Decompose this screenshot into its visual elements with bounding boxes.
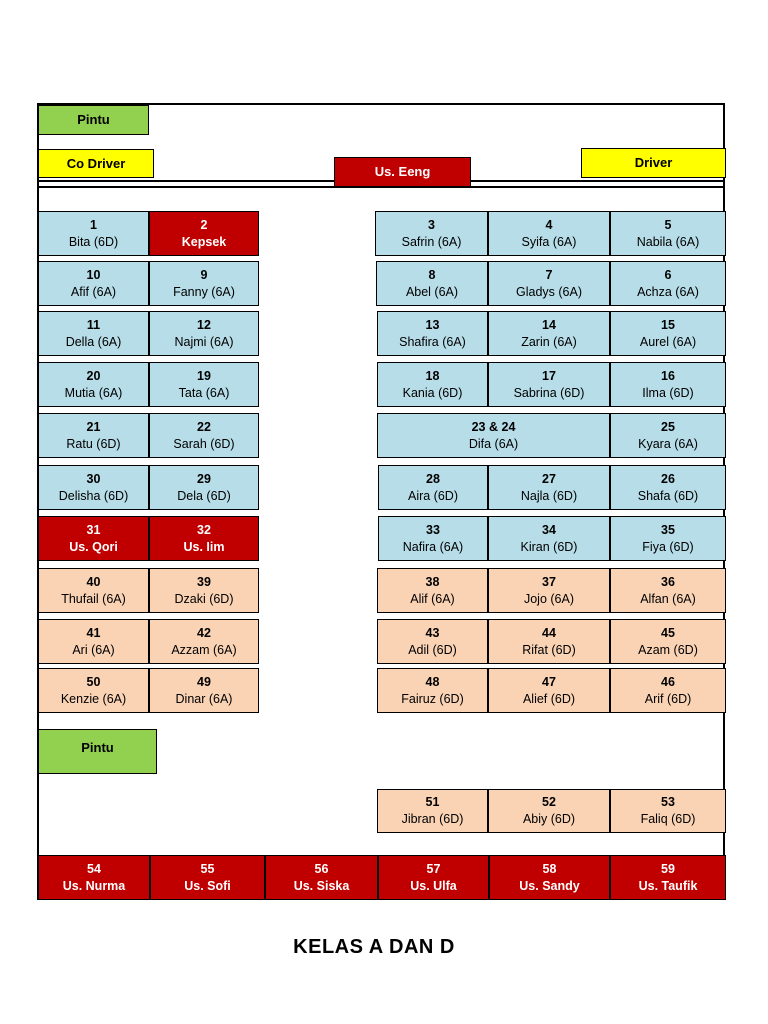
seat-57 bbox=[378, 855, 489, 900]
seat-name: Abiy (6D) bbox=[522, 812, 576, 826]
seat-name: Fairuz (6D) bbox=[401, 691, 464, 706]
seat-name: Azzam (6A) bbox=[171, 642, 237, 657]
seat-32 bbox=[149, 516, 259, 561]
seat-43 bbox=[377, 619, 488, 664]
seat-name: Della (6A) bbox=[65, 334, 122, 349]
seat-44 bbox=[488, 619, 610, 664]
seat-29 bbox=[149, 465, 259, 510]
seat-name: Aurel (6A) bbox=[639, 334, 697, 349]
seat-number: 40 bbox=[86, 574, 101, 589]
seat-number: 51 bbox=[425, 795, 440, 810]
seat-name: Us. Nurma bbox=[62, 878, 126, 893]
seat-30 bbox=[38, 465, 149, 510]
seat-name: Ratu (6D) bbox=[66, 436, 121, 451]
seat-name: Zarin (6A) bbox=[521, 334, 577, 349]
seat-25 bbox=[610, 413, 726, 458]
seat-name: Safrin (6A) bbox=[401, 234, 462, 249]
seat-number: 18 bbox=[425, 368, 440, 383]
seat-number: 36 bbox=[661, 574, 675, 589]
seat-49 bbox=[149, 668, 259, 713]
seat-33 bbox=[378, 516, 488, 561]
seat-34 bbox=[488, 516, 610, 561]
seat-10 bbox=[38, 261, 149, 306]
seat-name: Kania (6D) bbox=[402, 385, 463, 400]
seat-number: 33 bbox=[426, 522, 440, 537]
seat-name: Aira (6D) bbox=[407, 488, 458, 503]
seat-number: 23 & 24 bbox=[471, 419, 516, 434]
seat-12 bbox=[149, 311, 259, 356]
seat-number: 39 bbox=[197, 574, 211, 589]
seat-name: Afif (6A) bbox=[70, 284, 117, 299]
seat-48 bbox=[377, 668, 488, 713]
front-teacher-seat bbox=[334, 157, 471, 187]
seat-name: Us. Taufik bbox=[638, 878, 698, 893]
driver-seat bbox=[581, 148, 726, 178]
seat-number: 49 bbox=[197, 674, 211, 689]
seat-number: 45 bbox=[661, 625, 675, 640]
seat-name: Us. Iim bbox=[183, 539, 225, 554]
front-teacher-label: Us. Eeng bbox=[374, 164, 431, 180]
seat-name: Us. Qori bbox=[69, 539, 118, 554]
seat-name: Difa (6A) bbox=[468, 436, 519, 451]
seat-name: Alfan (6A) bbox=[640, 591, 696, 606]
seat-number: 5 bbox=[664, 217, 672, 232]
co-driver-label: Co Driver bbox=[66, 155, 126, 171]
seat-36 bbox=[610, 568, 726, 613]
seat-number: 26 bbox=[661, 471, 675, 486]
seat-number: 35 bbox=[661, 522, 675, 537]
seat-number: 55 bbox=[200, 861, 215, 876]
seat-number: 11 bbox=[86, 317, 101, 332]
seat-number: 21 bbox=[86, 419, 101, 434]
seat-name: Mutia (6A) bbox=[64, 385, 123, 400]
seat-number: 48 bbox=[425, 674, 440, 689]
seat-name: Us. Siska bbox=[293, 878, 350, 893]
seat-name: Alief (6D) bbox=[522, 691, 576, 706]
seat-name: Kyara (6A) bbox=[638, 436, 698, 451]
seat-number: 3 bbox=[428, 217, 435, 232]
seat-35 bbox=[610, 516, 726, 561]
seat-number: 7 bbox=[545, 267, 553, 282]
seat-38 bbox=[377, 568, 488, 613]
seat-number: 46 bbox=[661, 674, 675, 689]
seat-name: Bita (6D) bbox=[68, 234, 119, 249]
seat-name: Azam (6D) bbox=[638, 642, 698, 657]
door-middle-label: Pintu bbox=[81, 740, 114, 755]
seat-37 bbox=[488, 568, 610, 613]
seat-20 bbox=[38, 362, 149, 407]
seat-number: 9 bbox=[200, 267, 208, 282]
seat-18 bbox=[377, 362, 488, 407]
seat-3 bbox=[375, 211, 488, 256]
seat-name: Fiya (6D) bbox=[642, 539, 694, 554]
seat-name: Jojo (6A) bbox=[523, 591, 575, 606]
seat-number: 19 bbox=[197, 368, 211, 383]
seat-number: 59 bbox=[661, 861, 675, 876]
seat-name: Dinar (6A) bbox=[175, 691, 233, 706]
seat-number: 32 bbox=[197, 522, 211, 537]
seat-54 bbox=[38, 855, 150, 900]
seat-number: 43 bbox=[425, 625, 440, 640]
seat-1 bbox=[38, 211, 149, 256]
seat-number: 22 bbox=[197, 419, 211, 434]
seat-name: Jibran (6D) bbox=[401, 812, 464, 826]
seat-number: 52 bbox=[542, 795, 556, 810]
seat-name: Rifat (6D) bbox=[522, 642, 576, 657]
driver-label: Driver bbox=[634, 155, 673, 171]
seat-name: Dzaki (6D) bbox=[174, 591, 234, 606]
seat-name: Shafa (6D) bbox=[637, 488, 699, 503]
seat-2 bbox=[149, 211, 259, 256]
seat-number: 30 bbox=[86, 471, 101, 486]
seat-name: Sabrina (6D) bbox=[513, 385, 585, 400]
seat-name: Alif (6A) bbox=[410, 591, 455, 606]
seat-number: 2 bbox=[200, 217, 208, 232]
seat-28 bbox=[378, 465, 488, 510]
seat-number: 41 bbox=[86, 625, 101, 640]
seat-17 bbox=[488, 362, 610, 407]
seat-42 bbox=[149, 619, 259, 664]
door-top-label: Pintu bbox=[77, 112, 110, 128]
seat-name: Kenzie (6A) bbox=[60, 691, 127, 706]
seat-11 bbox=[38, 311, 149, 356]
seat-14 bbox=[488, 311, 610, 356]
seat-16 bbox=[610, 362, 726, 407]
seat-number: 27 bbox=[542, 471, 556, 486]
seat-number: 44 bbox=[542, 625, 556, 640]
seat-number: 57 bbox=[426, 861, 441, 876]
co-driver-seat bbox=[38, 149, 154, 178]
seat-number: 34 bbox=[542, 522, 556, 537]
seat-name: Nafira (6A) bbox=[402, 539, 464, 554]
seat-23-24 bbox=[377, 413, 610, 458]
seat-name: Arif (6D) bbox=[644, 691, 692, 706]
seat-name: Ilma (6D) bbox=[642, 385, 694, 400]
seat-40 bbox=[38, 568, 149, 613]
seat-number: 14 bbox=[542, 317, 556, 332]
seat-19 bbox=[149, 362, 259, 407]
seat-47 bbox=[488, 668, 610, 713]
seat-name: Achza (6A) bbox=[637, 284, 699, 299]
seat-name: Adil (6D) bbox=[408, 642, 457, 657]
seat-number: 56 bbox=[314, 861, 329, 876]
seat-21 bbox=[38, 413, 149, 458]
seat-55 bbox=[150, 855, 265, 900]
seat-name: Ari (6A) bbox=[72, 642, 115, 657]
seat-number: 38 bbox=[425, 574, 440, 589]
seat-15 bbox=[610, 311, 726, 356]
seat-number: 50 bbox=[86, 674, 101, 689]
seat-9 bbox=[149, 261, 259, 306]
seat-56 bbox=[265, 855, 378, 900]
seat-name: Delisha (6D) bbox=[58, 488, 129, 503]
page-title: KELAS A DAN D bbox=[293, 936, 455, 958]
seat-name: Thufail (6A) bbox=[61, 591, 126, 606]
door-top bbox=[38, 105, 149, 135]
seat-name: Nabila (6A) bbox=[636, 234, 700, 249]
seat-number: 16 bbox=[661, 368, 675, 383]
seat-number: 6 bbox=[664, 267, 672, 282]
seat-name: Abel (6A) bbox=[405, 284, 459, 299]
seat-6 bbox=[610, 261, 726, 306]
seat-27 bbox=[488, 465, 610, 510]
seat-number: 47 bbox=[542, 674, 556, 689]
seat-13 bbox=[377, 311, 488, 356]
seat-number: 54 bbox=[87, 861, 101, 876]
seat-name: Faliq (6D) bbox=[640, 812, 696, 826]
seat-number: 25 bbox=[661, 419, 675, 434]
seat-50 bbox=[38, 668, 149, 713]
seat-name: Najmi (6A) bbox=[174, 334, 234, 349]
seat-number: 13 bbox=[425, 317, 440, 332]
seat-name: Tata (6A) bbox=[178, 385, 230, 400]
seat-number: 8 bbox=[428, 267, 436, 282]
seat-41 bbox=[38, 619, 149, 664]
seat-5 bbox=[610, 211, 726, 256]
seat-number: 58 bbox=[542, 861, 557, 876]
seat-name: Gladys (6A) bbox=[516, 284, 582, 299]
seat-number: 53 bbox=[661, 795, 675, 810]
seat-26 bbox=[610, 465, 726, 510]
seat-number: 1 bbox=[90, 217, 97, 232]
seat-8 bbox=[376, 261, 488, 306]
seat-name: Us. Sandy bbox=[519, 878, 580, 893]
seat-7 bbox=[488, 261, 610, 306]
seat-name: Shafira (6A) bbox=[399, 334, 466, 349]
seat-45 bbox=[610, 619, 726, 664]
seat-53 bbox=[610, 789, 726, 833]
seat-number: 12 bbox=[197, 317, 211, 332]
seat-number: 20 bbox=[86, 368, 101, 383]
seat-name: Kepsek bbox=[181, 234, 227, 249]
seat-name: Us. Sofi bbox=[184, 878, 231, 893]
seat-39 bbox=[149, 568, 259, 613]
seat-22 bbox=[149, 413, 259, 458]
seat-52 bbox=[488, 789, 610, 833]
seat-name: Fanny (6A) bbox=[173, 284, 235, 299]
seat-name: Dela (6D) bbox=[177, 488, 231, 503]
seat-number: 29 bbox=[197, 471, 211, 486]
seat-name: Syifa (6A) bbox=[521, 234, 577, 249]
seat-name: Kiran (6D) bbox=[520, 539, 578, 554]
seat-46 bbox=[610, 668, 726, 713]
door-middle bbox=[38, 729, 157, 774]
seat-31 bbox=[38, 516, 149, 561]
seat-number: 4 bbox=[545, 217, 553, 232]
seat-59 bbox=[610, 855, 726, 900]
seat-name: Najla (6D) bbox=[520, 488, 578, 503]
seat-number: 17 bbox=[542, 368, 556, 383]
seat-name: Us. Ulfa bbox=[410, 878, 457, 893]
seat-name: Sarah (6D) bbox=[173, 436, 235, 451]
seat-number: 37 bbox=[542, 574, 556, 589]
seat-number: 42 bbox=[197, 625, 211, 640]
seat-number: 31 bbox=[86, 522, 101, 537]
seat-51 bbox=[377, 789, 488, 833]
seat-number: 10 bbox=[86, 267, 101, 282]
seat-number: 28 bbox=[426, 471, 440, 486]
seat-number: 15 bbox=[661, 317, 675, 332]
seat-58 bbox=[489, 855, 610, 900]
seat-4 bbox=[488, 211, 610, 256]
